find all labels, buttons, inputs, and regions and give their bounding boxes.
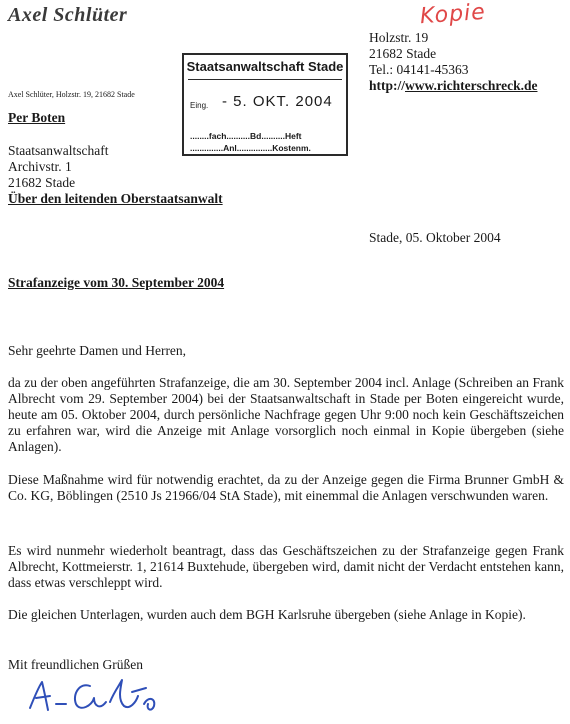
sender-website-link[interactable] <box>369 78 537 94</box>
kopie-handwritten-mark: Kopie <box>419 0 487 30</box>
body-paragraph-1: da zu der oben angeführten Strafanzeige, die am 30. September 2004 incl. Anlage (Schreiben an Frank Albrecht vom 29. September 2004) bei der Staatsanwaltschaft in Stade per Boten eingereicht wurde, heute am 05. Oktober 2004, durch persönliche Nachfrage gegen Uhr 9:00 noch kein Geschäftszeichen zu erfahren war, wird die Anzeige mit Anlage vorsorglich noch einmal in Kopie übergeben (siehe Anlagen). <box>8 375 564 454</box>
salutation: Sehr geehrte Damen und Herren, <box>8 343 187 358</box>
sender-phone: Tel.: 04141-45363 <box>369 62 469 77</box>
body-paragraph-2: Diese Maßnahme wird für notwendig erachtet, da zu der Anzeige gegen die Firma Brunner GmbH & Co. KG, Böblingen (2510 Js 21966/04 StA Stade), mit einemmal die Anlagen verschwunden waren. <box>8 472 564 503</box>
sender-contact-block <box>369 30 537 94</box>
return-address-line: Axel Schlüter, Holzstr. 19, 21682 Stade <box>8 90 135 99</box>
body-paragraph-3: Es wird nunmehr wiederholt beantragt, dass das Geschäftszeichen zu der Strafanzeige gegen Frank Albrecht, Kottmeierstr. 1, 21614 Buxtehude, übergeben wird, damit nicht der Verdacht entstehen kann, dass etwas verschleppt wird. <box>8 543 564 590</box>
stamp-row-fach-bd-heft: ........fach..........Bd..........Heft <box>190 131 302 141</box>
url-main: www.richterschreck.de <box>405 78 538 93</box>
stamp-divider <box>188 79 342 80</box>
stamp-row-anl-kostenm: ..............Anl...............Kostenm. <box>190 143 311 153</box>
stamp-received-date: - 5. OKT. 2004 <box>222 93 333 110</box>
recipient-line-2: Archivstr. 1 <box>8 159 72 174</box>
sender-street: Holzstr. 19 <box>369 30 429 45</box>
closing-phrase: Mit freundlichen Grüßen <box>8 657 143 672</box>
sender-name: Axel Schlüter <box>8 4 128 26</box>
sender-city: 21682 Stade <box>369 46 437 61</box>
recipient-line-3: 21682 Stade <box>8 175 76 190</box>
delivery-method: Per Boten <box>8 110 66 125</box>
url-prefix: http:// <box>369 78 406 93</box>
letter-subject: Strafanzeige vom 30. September 2004 <box>8 275 225 290</box>
body-paragraph-4: Die gleichen Unterlagen, wurden auch dem BGH Karlsruhe übergeben (siehe Anlage in Kopie). <box>8 607 526 622</box>
stamp-authority: Staatsanwaltschaft Stade <box>186 59 344 74</box>
place-date: Stade, 05. Oktober 2004 <box>369 230 501 245</box>
stamp-received-label: Eing. <box>190 101 209 110</box>
received-stamp <box>182 53 348 156</box>
recipient-address <box>8 143 223 207</box>
handwritten-signature <box>20 668 170 720</box>
recipient-line-4: Über den leitenden Oberstaatsanwalt <box>8 191 223 206</box>
recipient-line-1: Staatsanwaltschaft <box>8 143 109 158</box>
